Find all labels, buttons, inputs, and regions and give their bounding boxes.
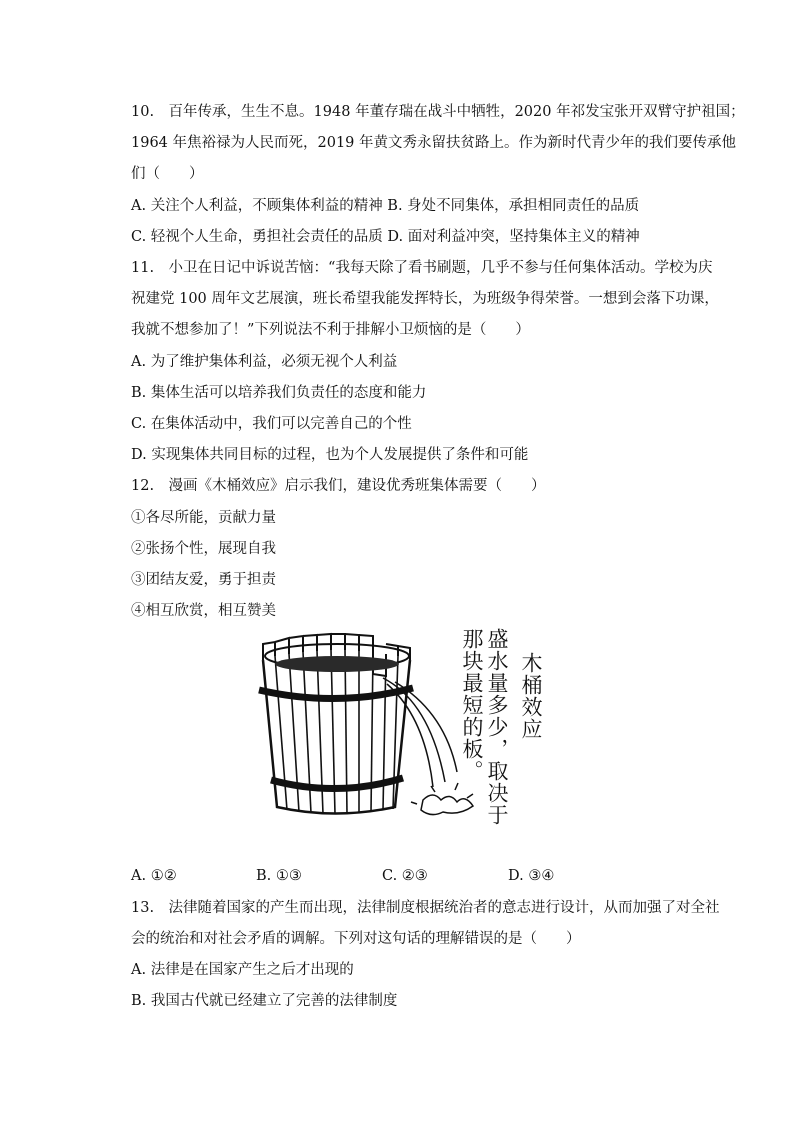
q11-stem-line-3: 我就不想参加了！”下列说法不利于排解小卫烦恼的是（ ） — [131, 322, 530, 338]
q12-item-3: ③团结友爱，勇于担责 — [131, 572, 276, 588]
q10-stem-line-1: 10. 百年传承，生生不息。1948 年董存瑞在战斗中牺牲，2020 年祁发宝张开双臂守护祖国； — [131, 104, 745, 120]
q13-stem-line-1: 13. 法律随着国家的产生而出现，法律制度根据统治者的意志进行设计，从而加强了对全社 — [131, 900, 720, 916]
q10-stem-line-2: 1964 年焦裕禄为人民而死，2019 年黄文秀永留扶贫路上。作为新时代青少年的我们要传承他 — [131, 135, 737, 151]
bucket-cartoon — [245, 622, 565, 837]
q11-option-c: C. 在集体活动中，我们可以完善自己的个性 — [131, 416, 412, 432]
q11-stem-line-2: 祝建党 100 周年文艺展演，班长希望我能发挥特长，为班级争得荣誉。一想到会落下功课， — [131, 291, 719, 307]
cartoon-title: 木桶效应 — [519, 652, 543, 740]
q12-option-b: B. ①③ — [256, 868, 302, 884]
q13-stem-line-2: 会的统治和对社会矛盾的调解。下列对这句话的理解错误的是（ ） — [131, 931, 581, 947]
q11-option-a: A. 为了维护集体利益，必须无视个人利益 — [131, 354, 398, 370]
wooden-bucket-icon — [245, 622, 485, 837]
q10-options-ab: A. 关注个人利益，不顾集体利益的精神 B. 身处不同集体，承担相同责任的品质 — [131, 198, 640, 214]
q11-option-b: B. 集体生活可以培养我们负责任的态度和能力 — [131, 385, 427, 401]
q12-item-4: ④相互欣赏，相互赞美 — [131, 603, 276, 619]
q12-item-1: ①各尽所能，贡献力量 — [131, 510, 276, 526]
q10-options-cd: C. 轻视个人生命，勇担社会责任的品质 D. 面对利益冲突，坚持集体主义的精神 — [131, 229, 640, 245]
q11-option-d: D. 实现集体共同目标的过程，也为个人发展提供了条件和可能 — [131, 447, 529, 463]
q12-option-d: D. ③④ — [508, 868, 555, 884]
cartoon-caption-line-2: 那块最短的板。 — [460, 628, 484, 782]
q10-stem-line-3: 们（ ） — [131, 166, 204, 182]
q12-item-2: ②张扬个性，展现自我 — [131, 541, 276, 557]
q12-option-c: C. ②③ — [382, 868, 428, 884]
q13-option-a: A. 法律是在国家产生之后才出现的 — [131, 962, 354, 978]
q13-option-b: B. 我国古代就已经建立了完善的法律制度 — [131, 993, 398, 1009]
cartoon-caption-line-1: 盛水量多少，取决于 — [485, 628, 509, 826]
q11-stem-line-1: 11. 小卫在日记中诉说苦恼：“我每天除了看书刷题，几乎不参与任何集体活动。学校为庆 — [131, 260, 713, 276]
q12-stem: 12. 漫画《木桶效应》启示我们，建设优秀班集体需要（ ） — [131, 478, 546, 494]
q12-option-a: A. ①② — [131, 868, 177, 884]
